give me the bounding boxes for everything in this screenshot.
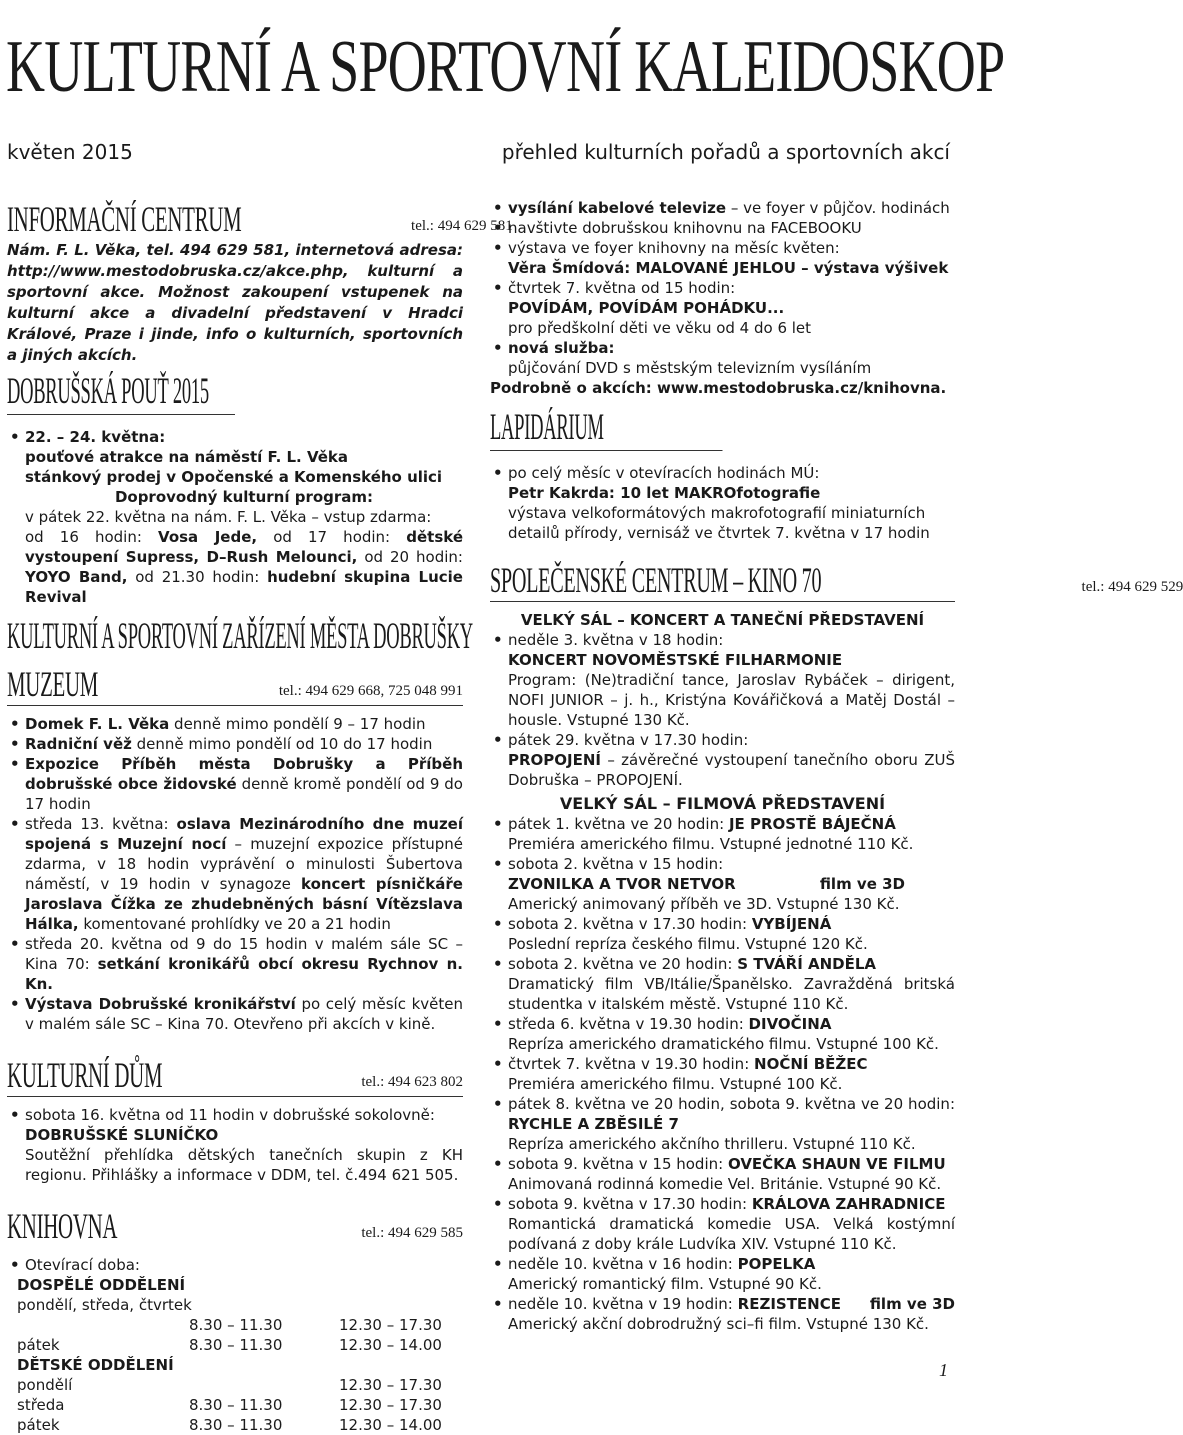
kino-heading-concert: VELKÝ SÁL – KONCERT A TANEČNÍ PŘEDSTAVENÍ	[520, 611, 925, 629]
info-tel: tel.: 494 629 581	[411, 218, 513, 234]
muzeum-tel: tel.: 494 629 668, 725 048 991	[278, 683, 463, 699]
knihovna-title: KNIHOVNA	[7, 1206, 118, 1246]
film-item: • pátek 8. května ve 20 hodin, sobota 9. května ve 20 hodin: RYCHLE A ZBĚSILÉ 7 Repríza amerického akčního thrilleru. Vstupné 110 Kč.	[490, 1094, 955, 1154]
muzeum-item: • Výstava Dobrušské kronikářství po celý měsíc květen v malém sále SC – Kina 70. Otevřeno při akcích v kině.	[7, 994, 463, 1034]
kd-title: KULTURNÍ DŮM	[7, 1055, 163, 1095]
zarizeni-title: KULTURNÍ A SPORTOVNÍ ZAŘÍZENÍ MĚSTA DOBRUŠKY	[7, 616, 473, 657]
muzeum-item: • Expozice Příběh města Dobrušky a Příběh dobrušské obce židovské denně kromě pondělí od 9 do 17 hodin	[7, 754, 463, 814]
kids-dept: DĚTSKÉ ODDĚLENÍ	[17, 1356, 174, 1374]
kd-header	[7, 1054, 463, 1097]
muzeum-title: MUZEUM	[7, 664, 99, 704]
hours-row: pondělí 12.30 – 17.30	[17, 1376, 442, 1394]
knihovna-item: • navštivte dobrušskou knihovnu na FACEBOOKU	[490, 218, 955, 238]
knihovna-item: • čtvrtek 7. května od 15 hodin: POVÍDÁM, POVÍDÁM POHÁDKU... pro předškolní děti ve věku od 4 do 6 let	[490, 278, 955, 338]
kd-item: • sobota 16. května od 11 hodin v dobrušské sokolovně: DOBRUŠSKÉ SLUNÍČKO Soutěžní přehlídka dětských tanečních skupin z KH regionu. Přihlášky a informace v DDM, tel. č.494 621 505.	[7, 1105, 463, 1185]
knihovna-tel: tel.: 494 629 585	[361, 1225, 463, 1241]
kino-heading-films: VELKÝ SÁL – FILMOVÁ PŘEDSTAVENÍ	[559, 794, 886, 813]
hours-table-adult	[17, 1315, 449, 1355]
film-list	[490, 814, 955, 1334]
knihovna-open: • Otevírací doba:	[7, 1255, 463, 1275]
muzeum-item: • středa 13. května: oslava Mezinárodního dne muzeí spojená s Muzejní nocí – muzejní expozice přístupné zdarma, v 18 hodin vyprávění o minulosti Šubertova náměstí, v 19 hodin v synagoze koncert písničkáře Jaroslava Čížka ze zhudebněných básní Vítězslava Hálka, komentované prohlídky ve 20 a 21 hodin	[7, 814, 463, 934]
page-number: 1	[939, 1360, 948, 1380]
right-column	[490, 198, 1183, 1334]
muzeum-item: • Domek F. L. Věka denně mimo pondělí 9 – 17 hodin	[7, 714, 463, 734]
page-title: KULTURNÍ A SPORTOVNÍ KALEIDOSKOP	[6, 26, 1005, 108]
hours-row: 8.30 – 11.30 12.30 – 17.30	[189, 1316, 442, 1334]
knihovna-item: • nová služba: půjčování DVD s městským televizním vysíláním	[490, 338, 955, 378]
lapidarium-item: • po celý měsíc v otevíracích hodinách MÚ: Petr Kakrda: 10 let MAKROfotografie výstava velkoformátových makrofotografií miniaturních detailů přírody, vernisáž ve čtvrtek 7. května v 17 hodin	[490, 463, 955, 543]
muzeum-item: • Radniční věž denně mimo pondělí od 10 do 17 hodin	[7, 734, 463, 754]
knihovna-item: • vysílání kabelové televize – ve foyer v půjčov. hodinách	[490, 198, 955, 218]
kino-header	[490, 559, 1183, 602]
kino-title: SPOLEČENSKÉ CENTRUM – KINO 70	[490, 560, 822, 600]
film-item: • sobota 9. května v 17.30 hodin: KRÁLOVA ZAHRADNICE Romantická dramatická komedie USA. Velká kostýmní podívaná z doby krále Ludvíka XIV. Vstupné 110 Kč.	[490, 1194, 955, 1254]
muzeum-item: • středa 20. května od 9 do 15 hodin v malém sále SC – Kina 70: setkání kronikářů obcí okresu Rychnov n. Kn.	[7, 934, 463, 994]
film-item: • sobota 2. května ve 20 hodin: S TVÁŘÍ ANDĚLA Dramatický film VB/Itálie/Španělsko. Zavražděná britská studentka v italském městě. Vstupné 110 Kč.	[490, 954, 955, 1014]
film-item: • středa 6. května v 19.30 hodin: DIVOČINA Repríza amerického dramatického filmu. Vstupné 100 Kč.	[490, 1014, 955, 1054]
info-text: Nám. F. L. Věka, tel. 494 629 581, internetová adresa: http://www.mestodobruska.cz/akce.php, kulturní a sportovní akce. Možnost zakoupení vstupenek na kulturní akce a divadelní představení v Hradci Králové, Praze i jinde, info o kulturních, sportovních a jiných akcích.	[7, 241, 463, 364]
lapidarium-title: LAPIDÁRIUM	[490, 406, 723, 451]
kino-tel: tel.: 494 629 529	[1081, 579, 1183, 595]
film-item: • čtvrtek 7. května v 19.30 hodin: NOČNÍ BĚŽEC Premiéra amerického filmu. Vstupné 100 Kč.	[490, 1054, 955, 1094]
film-item: • sobota 2. května v 15 hodin: ZVONILKA A TVOR NETVOR film ve 3D Americký animovaný příběh ve 3D. Vstupné 130 Kč.	[490, 854, 955, 914]
kd-tel: tel.: 494 623 802	[361, 1074, 463, 1090]
kino-item: • pátek 29. května v 17.30 hodin: PROPOJENÍ – závěrečné vystoupení tanečního oboru ZUŠ Dobruška – PROPOJENÍ.	[490, 730, 955, 790]
film-item: • neděle 10. května v 19 hodin: REZISTENCE film ve 3D Americký akční dobrodružný sci–fi film. Vstupné 130 Kč.	[490, 1294, 955, 1334]
hours-row: pátek 8.30 – 11.30 12.30 – 14.00	[17, 1336, 442, 1354]
film-item: • pátek 1. května ve 20 hodin: JE PROSTĚ BÁJEČNÁ Premiéra amerického filmu. Vstupné jednotné 110 Kč.	[490, 814, 955, 854]
pout-item: • 22. – 24. května: pouťové atrakce na náměstí F. L. Věka stánkový prodej v Opočenské a Komenského ulici Doprovodný kulturní program: v pátek 22. května na nám. F. L. Věka – vstup zdarma: od 16 hodin: Vosa Jede, od 17 hodin: dětské vystoupení Supress, D–Rush Melounci, od 20 hodin: YOYO Band, od 21.30 hodin: hudební skupina Lucie Revival	[7, 427, 463, 607]
knihovna-link: Podrobně o akcích: www.mestodobruska.cz/knihovna.	[490, 379, 947, 397]
film-item: • sobota 2. května v 17.30 hodin: VYBÍJENÁ Poslední repríza českého filmu. Vstupné 120 Kč.	[490, 914, 955, 954]
left-column	[7, 198, 513, 1435]
muzeum-header	[7, 663, 463, 706]
knihovna-item: • výstava ve foyer knihovny na měsíc květen: Věra Šmídová: MALOVANÉ JEHLOU – výstava výšivek	[490, 238, 955, 278]
page-subtitle: přehled kulturních pořadů a sportovních akcí	[501, 140, 950, 164]
hours-row: středa 8.30 – 11.30 12.30 – 17.30	[17, 1396, 442, 1414]
info-title: INFORMAČNÍ CENTRUM	[7, 199, 242, 239]
film-item: • sobota 9. května v 15 hodin: OVEČKA SHAUN VE FILMU Animovaná rodinná komedie Vel. Británie. Vstupné 90 Kč.	[490, 1154, 955, 1194]
kino-item: • neděle 3. května v 18 hodin: KONCERT NOVOMĚSTSKÉ FILHARMONIE Program: (Ne)tradiční tance, Jaroslav Rybáček – dirigent, NOFI JUNIOR – j. h., Kristýna Kovářičková a Matěj Dostál – housle. Vstupné 130 Kč.	[490, 630, 955, 730]
info-header	[7, 198, 513, 240]
pout-title: DOBRUŠSKÁ POUŤ 2015	[7, 370, 235, 415]
film-item: • neděle 10. května v 16 hodin: POPELKA Americký romantický film. Vstupné 90 Kč.	[490, 1254, 955, 1294]
opening-hours: DOSPĚLÉ ODDĚLENÍ pondělí, středa, čtvrtek	[17, 1276, 192, 1314]
hours-row: pátek 8.30 – 11.30 12.30 – 14.00	[17, 1416, 442, 1434]
knihovna-header	[7, 1205, 463, 1247]
hours-table-kids	[17, 1375, 449, 1435]
issue-date: květen 2015	[7, 140, 133, 164]
